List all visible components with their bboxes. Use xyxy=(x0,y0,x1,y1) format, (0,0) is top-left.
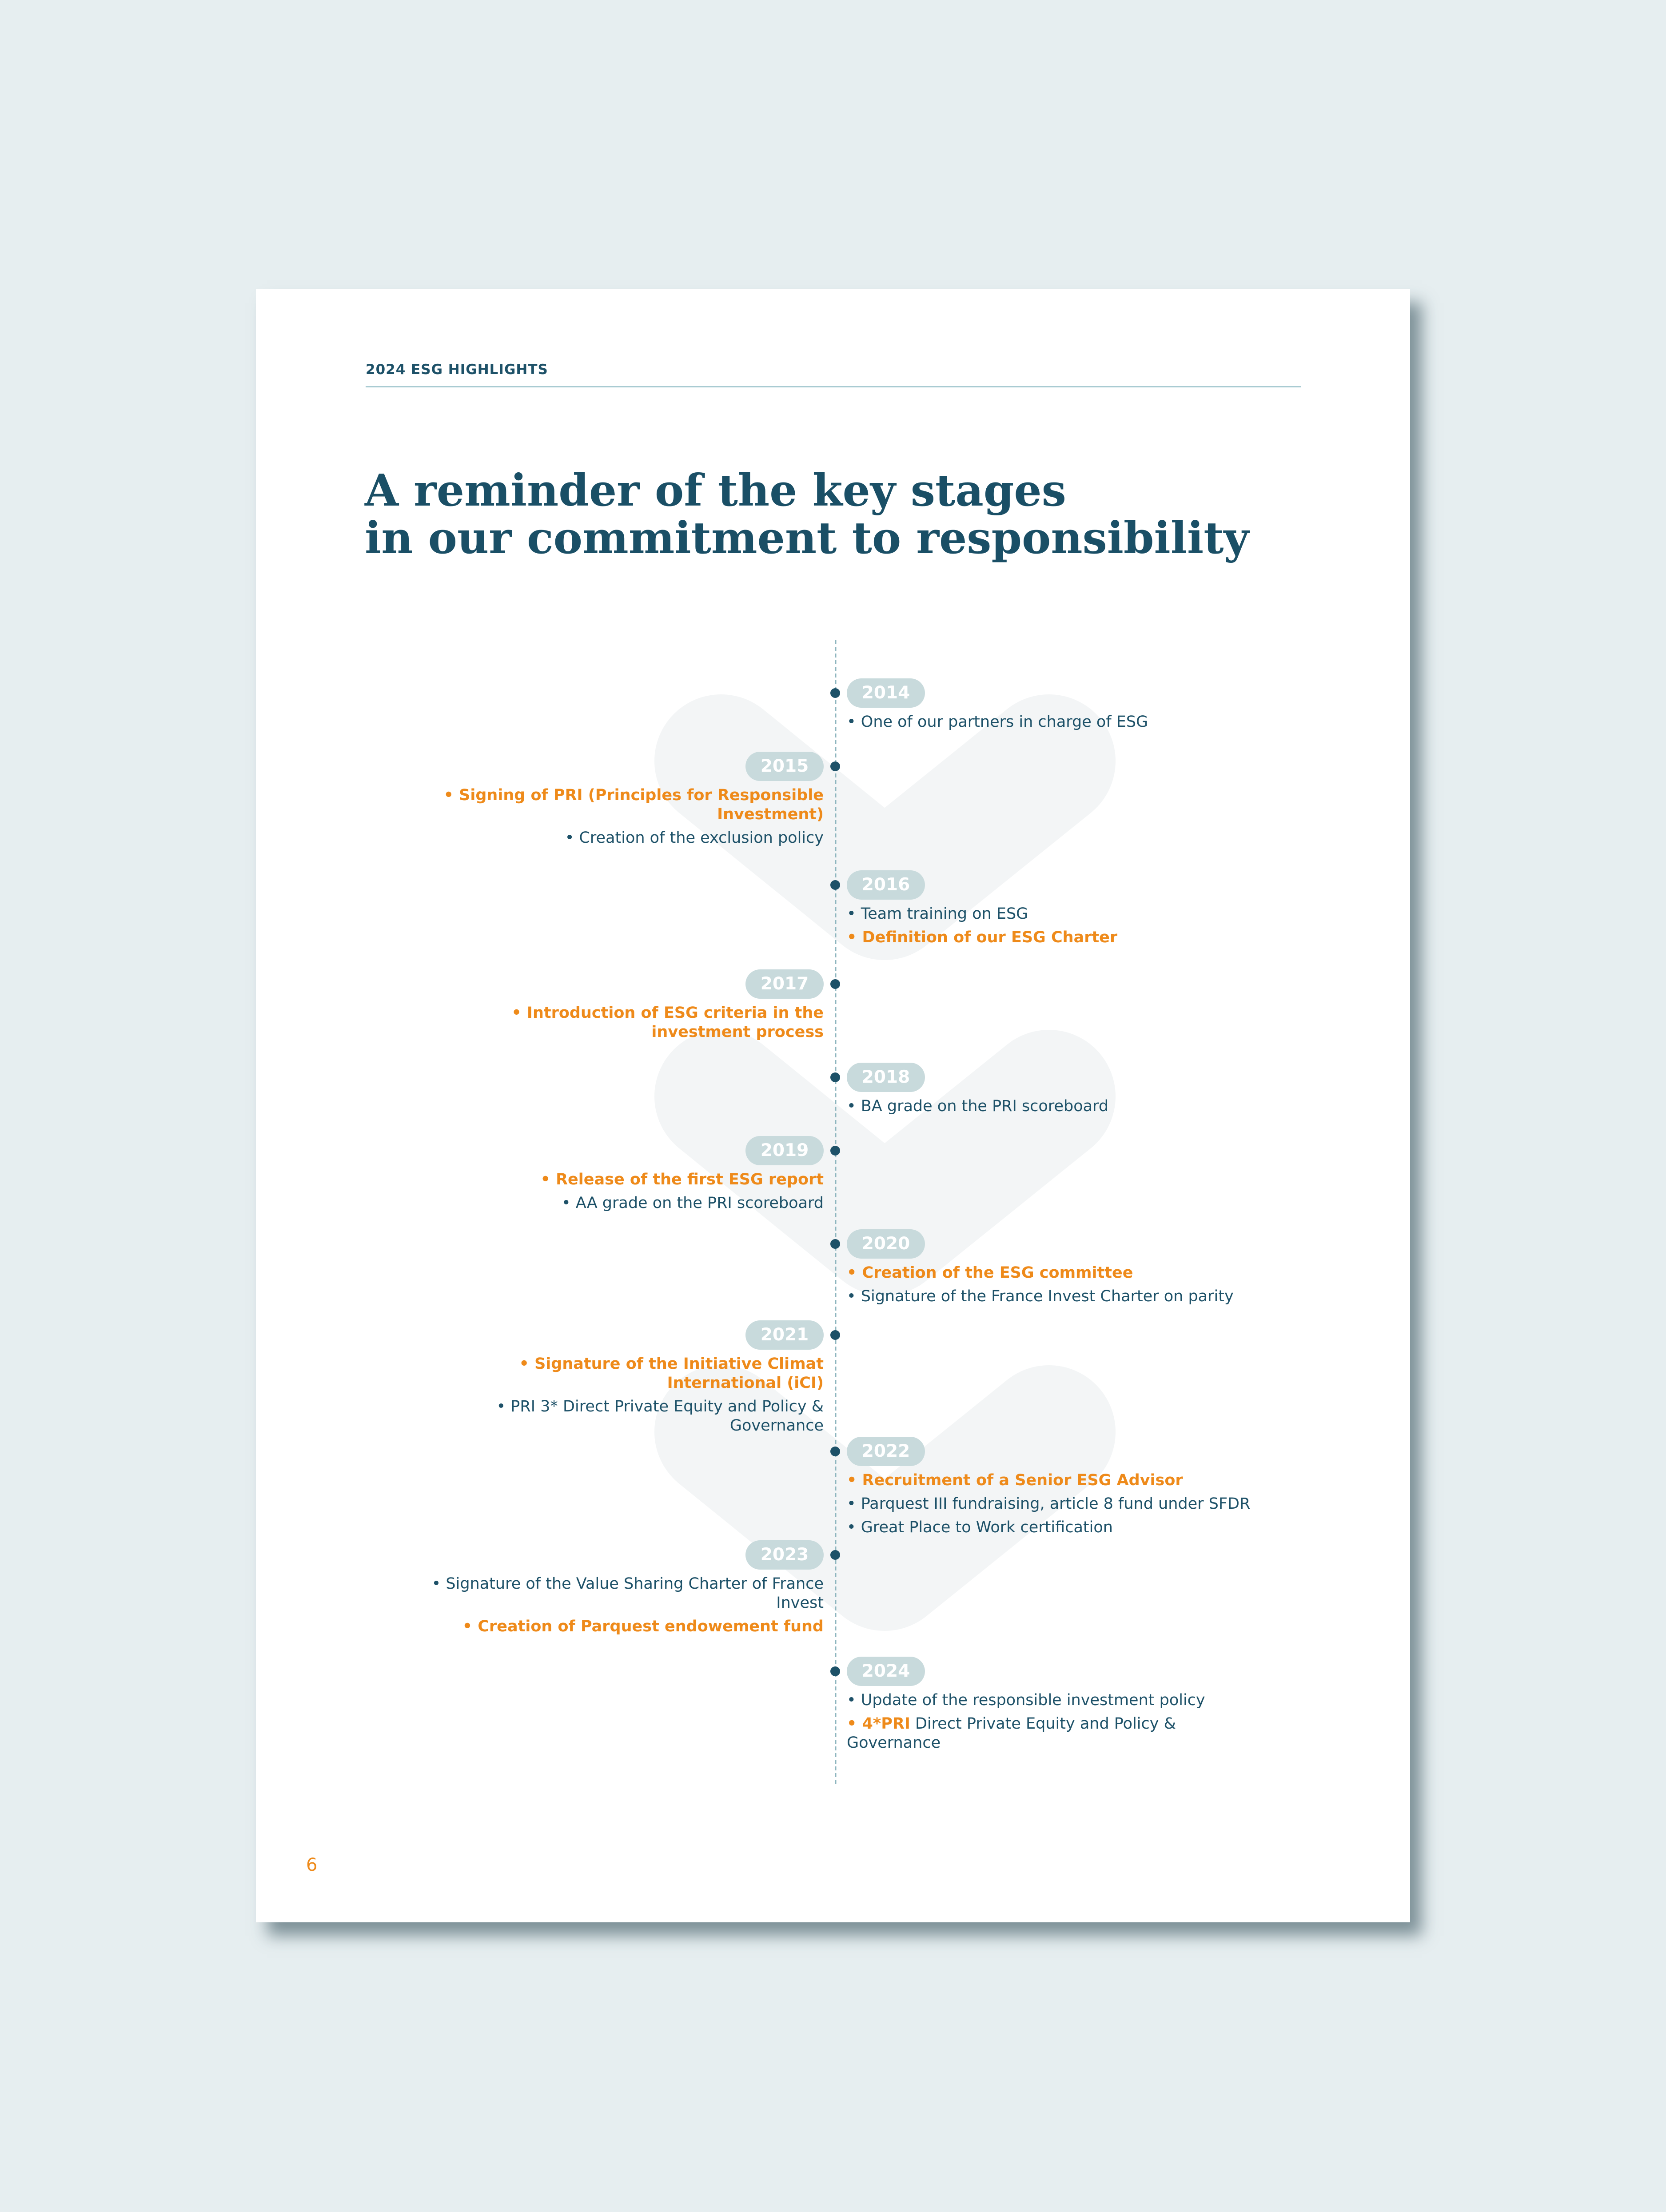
year-pill-2016: 2016 xyxy=(847,870,925,900)
timeline-entry: • Creation of the exclusion policy xyxy=(565,829,824,847)
timeline-entry: • Parquest III fundraising, article 8 fund under SFDR xyxy=(847,1495,1251,1513)
timeline-node xyxy=(830,1072,840,1082)
year-pill-2019: 2019 xyxy=(745,1136,824,1165)
timeline-entry: • Signature of the Value Sharing Charter of France Invest xyxy=(431,1575,824,1612)
year-pill-2020: 2020 xyxy=(847,1229,925,1259)
page-number: 6 xyxy=(306,1855,318,1875)
timeline-node xyxy=(830,1550,840,1560)
timeline-entry: • Great Place to Work certification xyxy=(847,1519,1113,1536)
running-header: 2024 ESG HIGHLIGHTS xyxy=(366,362,548,378)
timeline-entry: • Introduction of ESG criteria in the investment process xyxy=(511,1004,824,1041)
year-pill-2023: 2023 xyxy=(745,1540,824,1570)
timeline-entry: • Signature of the France Invest Charter on parity xyxy=(847,1287,1234,1305)
report-page xyxy=(256,289,1410,1922)
timeline-entry: • One of our partners in charge of ESG xyxy=(847,713,1148,731)
timeline-entry: • Team training on ESG xyxy=(847,905,1028,923)
timeline-entry: • Creation of Parquest endowement fund xyxy=(462,1618,824,1635)
timeline-entry: • Creation of the ESG committee xyxy=(847,1264,1133,1282)
timeline-node xyxy=(830,979,840,989)
year-pill-2017: 2017 xyxy=(745,969,824,999)
entries-2017 xyxy=(505,1004,824,1046)
entries-2020 xyxy=(847,1263,1273,1311)
entries-2021 xyxy=(425,1355,824,1440)
year-pill-2018: 2018 xyxy=(847,1063,925,1092)
pri-rating-text: Direct Private Equity and Policy & Governance xyxy=(847,1715,1176,1752)
timeline-node xyxy=(830,880,840,890)
entries-2016 xyxy=(847,905,1247,952)
timeline-entry: • Signature of the Initiative Climat International (iCI) xyxy=(519,1355,824,1392)
timeline-entry xyxy=(847,1714,1247,1753)
entries-2024 xyxy=(847,1691,1247,1757)
year-pill-2015: 2015 xyxy=(745,752,824,781)
timeline-node xyxy=(830,688,840,698)
timeline-entry: • Definition of our ESG Charter xyxy=(847,929,1118,946)
timeline-node xyxy=(830,1447,840,1456)
timeline-entry: • PRI 3* Direct Private Equity and Policy & Governance xyxy=(496,1398,824,1435)
title-line-1: A reminder of the key stages xyxy=(365,465,1066,516)
timeline-node xyxy=(830,1146,840,1156)
year-pill-2021: 2021 xyxy=(745,1320,824,1350)
year-pill-2024: 2024 xyxy=(847,1657,925,1686)
timeline-node xyxy=(830,761,840,771)
entries-2018 xyxy=(847,1097,1247,1120)
timeline-node xyxy=(830,1239,840,1249)
year-pill-2014: 2014 xyxy=(847,678,925,708)
timeline-entry: • Release of the first ESG report xyxy=(540,1171,824,1188)
entries-2023 xyxy=(425,1574,824,1641)
entries-2014 xyxy=(847,713,1247,736)
timeline-entry: • Signing of PRI (Principles for Responsible Investment) xyxy=(443,786,824,823)
timeline-node xyxy=(830,1666,840,1676)
timeline-entry: • BA grade on the PRI scoreboard xyxy=(847,1097,1109,1115)
entries-2019 xyxy=(425,1170,824,1217)
year-pill-2022: 2022 xyxy=(847,1437,925,1466)
timeline-entry: • AA grade on the PRI scoreboard xyxy=(562,1194,824,1212)
title-line-2: in our commitment to responsibility xyxy=(365,513,1249,564)
timeline-entry: • Recruitment of a Senior ESG Advisor xyxy=(847,1471,1183,1489)
timeline-node xyxy=(830,1330,840,1340)
entries-2015 xyxy=(425,786,824,852)
timeline-entry: • Update of the responsible investment policy xyxy=(847,1691,1205,1709)
entries-2022 xyxy=(847,1471,1273,1542)
pri-rating-accent: • 4*PRI xyxy=(847,1715,910,1733)
